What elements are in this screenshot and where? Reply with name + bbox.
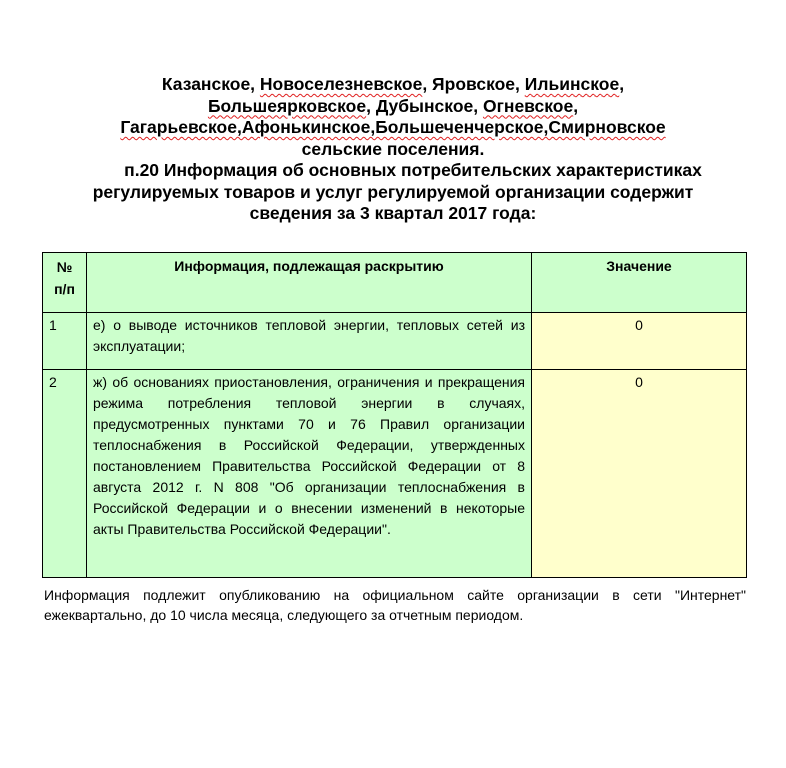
document-heading [40, 74, 746, 225]
heading-text: , Дубынское, [366, 95, 483, 116]
row-number: 2 [43, 370, 87, 578]
heading-line-3: Гагарьевское,Афонькинское,Большеченчерское,Смирновское [120, 117, 666, 137]
table-row [43, 313, 747, 370]
header-information: Информация, подлежащая раскрытию [87, 253, 532, 313]
row-value: 0 [532, 370, 747, 578]
heading-text: , Яровское, [422, 74, 525, 94]
header-number [43, 253, 87, 313]
heading-village-misspelled: Огневское [482, 95, 574, 116]
row-information: ж) об основаниях приостановления, ограничения и прекращения режима потребления тепловой энергии в случаях, предусмотренных пунктами 70 и 76 Правил организации теплоснабжения в Российской Федерации, утвержденных постановлением Правительства Российской Федерации от 8 августа 2012 г. N 808 "Об организации теплоснабжения в Российской Федерации и о внесении изменений в некоторые акты Правительства Российской Федерации". [87, 370, 532, 578]
heading-line-2 [40, 96, 746, 118]
heading-text: , [573, 95, 579, 116]
table-header-row [43, 253, 747, 313]
heading-text: , [619, 74, 625, 94]
header-number-line-1: № [56, 259, 73, 275]
heading-line-4: сельские поселения. [301, 138, 485, 159]
header-value: Значение [532, 253, 747, 313]
disclosure-table [42, 252, 747, 578]
publication-note: Информация подлежит опубликованию на официальном сайте организации в сети "Интернет" ежеквартально, до 10 числа месяца, следующего за отчетным периодом. [44, 587, 746, 623]
heading-village-misspelled: Новоселезневское [259, 74, 423, 94]
heading-line-7: сведения за 3 квартал 2017 года: [249, 203, 537, 223]
header-number-line-2: п/п [54, 281, 75, 297]
row-number: 1 [43, 313, 87, 370]
heading-line-6: регулируемых товаров и услуг регулируемой организации содержит [92, 181, 694, 202]
heading-line-5: п.20 Информация об основных потребительских характеристиках [124, 160, 702, 180]
heading-village-misspelled: Ильинское [524, 74, 620, 94]
heading-village-misspelled: Большеярковское [207, 95, 367, 116]
heading-text: Казанское, [161, 74, 260, 94]
heading-line-1 [40, 74, 746, 96]
table-row [43, 370, 747, 578]
row-value: 0 [532, 313, 747, 370]
row-information: е) о выводе источников тепловой энергии, тепловых сетей из эксплуатации; [87, 313, 532, 370]
